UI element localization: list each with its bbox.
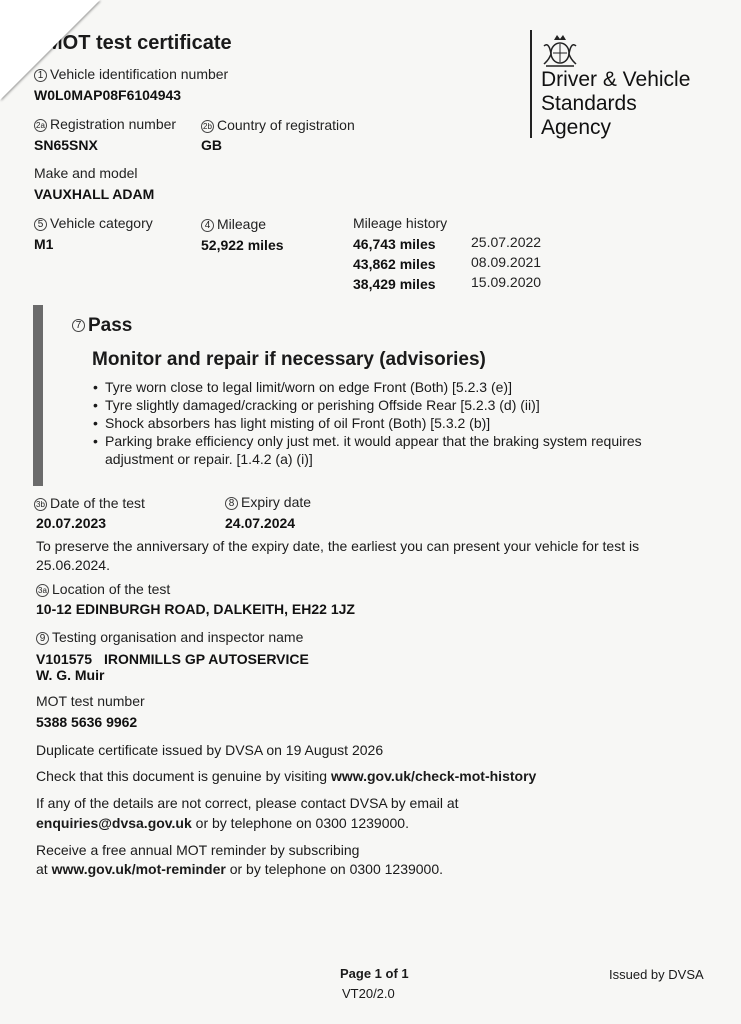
result-status: 7 Pass [72,315,132,337]
form-code: VT20/2.0 [342,986,395,1001]
expiry-date-value: 24.07.2024 [225,515,296,531]
field-number-badge: 8 [225,497,238,510]
vehicle-category-value: M1 [34,236,54,252]
mileage-history-label: Mileage history [353,215,448,231]
test-date-value: 20.07.2023 [36,515,107,531]
registration-value: SN65SNX [34,137,98,153]
inspector-name: W. G. Muir [36,667,105,683]
field-number-badge: 9 [36,632,49,645]
mot-reminder-link[interactable]: www.gov.uk/mot-reminder [51,861,226,877]
contact-email-link[interactable]: enquiries@dvsa.gov.uk [36,815,192,831]
contact-note-line-2: enquiries@dvsa.gov.uk or by telephone on 0300 1239000. [36,815,409,831]
mot-test-number-value: 5388 5636 9962 [36,714,138,730]
location-label: 3a Location of the test [36,581,170,597]
contact-note-line-1: If any of the details are not correct, please contact DVSA by email at [36,795,459,811]
field-number-badge: 7 [72,319,85,332]
mileage-history-miles: 38,429 miles [353,276,436,292]
mileage-history-date: 08.09.2021 [471,254,542,270]
advisory-item: • Shock absorbers has light misting of oil Front (Both) [5.3.2 (b)] [93,414,693,432]
field-number-badge: 3a [36,584,49,597]
test-date-label: 3b Date of the test [34,495,145,511]
mileage-history-date: 25.07.2022 [471,234,542,250]
issued-by: Issued by DVSA [609,967,704,982]
field-number-badge: 2a [34,119,47,132]
testing-organisation-label: 9 Testing organisation and inspector name [36,629,303,645]
folded-corner [0,0,100,100]
check-genuine-note: Check that this document is genuine by visiting www.gov.uk/check-mot-history [36,768,537,784]
field-number-badge: 3b [34,498,47,511]
testing-organisation-name: IRONMILLS GP AUTOSERVICE [104,651,309,667]
vehicle-category-label: 5 Vehicle category [34,215,153,231]
royal-crest-icon [540,32,580,68]
page-number: Page 1 of 1 [340,966,409,981]
agency-name-line-2: Standards [541,92,637,115]
advisories-heading: Monitor and repair if necessary (advisories) [92,349,486,370]
field-number-badge: 2b [201,120,214,133]
country-label: 2b Country of registration [201,117,355,133]
anniversary-note: To preserve the anniversary of the expiry date, the earliest you can present your vehicle for test is 25.06.2024. [36,538,640,573]
make-model-value: VAUXHALL ADAM [34,186,155,202]
agency-name-line-1: Driver & Vehicle [541,68,691,91]
reminder-note-line-2: at www.gov.uk/mot-reminder or by telephone on 0300 1239000. [36,861,444,877]
mileage-value: 52,922 miles [201,237,284,253]
field-number-badge: 5 [34,218,47,231]
testing-organisation-code: V101575 [36,651,93,667]
page-title: MOT test certificate [46,32,232,54]
mot-test-number-label: MOT test number [36,693,145,709]
expiry-date-label: 8 Expiry date [225,494,311,510]
result-status-bar [33,305,43,486]
agency-name-line-3: Agency [541,116,612,139]
mileage-history-miles: 43,862 miles [353,256,436,272]
duplicate-note: Duplicate certificate issued by DVSA on 19 August 2026 [36,742,384,758]
mileage-history-miles: 46,743 miles [353,236,436,252]
advisory-item: • Parking brake efficiency only just met. it would appear that the braking system requires adjustment or repair. [1.4.2 (a) (i)] [93,432,680,468]
field-number-badge: 1 [34,69,47,82]
location-value: 10-12 EDINBURGH ROAD, DALKEITH, EH22 1JZ [36,601,355,617]
advisories-list [93,378,693,468]
advisory-item: • Tyre worn close to legal limit/worn on edge Front (Both) [5.2.3 (e)] [93,378,693,396]
vin-value: W0L0MAP08F6104943 [34,87,182,103]
country-value: GB [201,137,222,153]
mileage-history-date: 15.09.2020 [471,274,542,290]
field-number-badge: 4 [201,219,214,232]
vin-label: 1 Vehicle identification number [34,66,228,82]
mileage-label: 4 Mileage [201,216,266,232]
advisory-item: • Tyre slightly damaged/cracking or perishing Offside Rear [5.2.3 (d) (ii)] [93,396,693,414]
reminder-note-line-1: Receive a free annual MOT reminder by subscribing [36,842,360,858]
make-model-label: Make and model [34,165,138,181]
registration-label: 2a Registration number [34,116,176,132]
agency-divider [530,30,532,138]
check-mot-history-link[interactable]: www.gov.uk/check-mot-history [330,768,537,784]
